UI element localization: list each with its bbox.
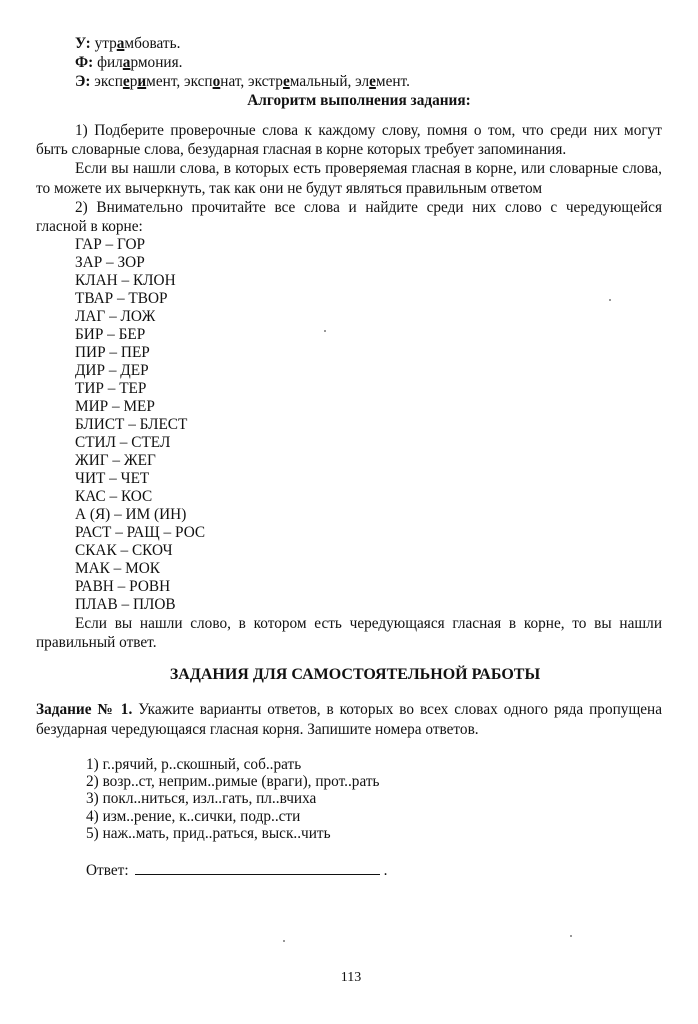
page-content bbox=[36, 34, 662, 880]
step-2: 2) Внимательно прочитайте все слова и найдите среди них слово с чередующейся гласной в корне: bbox=[36, 198, 662, 236]
task-options bbox=[36, 756, 662, 843]
example-words bbox=[95, 35, 181, 52]
example-words bbox=[94, 73, 410, 90]
answer-option: 3) покл..ниться, изл..гать, пл..вчиха bbox=[86, 790, 317, 808]
scan-speck bbox=[324, 330, 326, 332]
word-fragment: рмония. bbox=[130, 54, 183, 71]
step-1: 1) Подберите проверочные слова к каждому слову, помня о том, что среди них могут быть словарные слова, безударная гласная в корне которых требует запоминания. bbox=[36, 122, 662, 159]
root-alternation-list bbox=[36, 236, 662, 614]
answer-option: 1) г..рячий, р..скошный, соб..рать bbox=[86, 755, 302, 773]
word-fragment: нат, экстр bbox=[220, 73, 283, 90]
task-label: Задание № 1. bbox=[36, 700, 133, 718]
word-fragment: эксп bbox=[94, 73, 123, 90]
root-pair: СКАК – СКОЧ bbox=[75, 542, 173, 560]
word-fragment: мбовать. bbox=[124, 35, 181, 52]
underlined-vowel: и bbox=[137, 73, 147, 90]
algorithm-heading: Алгоритм выполнения задания: bbox=[247, 92, 471, 109]
scan-speck bbox=[570, 935, 572, 937]
root-pair: РАВН – РОВН bbox=[75, 578, 171, 596]
word-fragment: утр bbox=[94, 35, 117, 52]
letter-label: Ф: bbox=[75, 54, 94, 71]
root-pair: МАК – МОК bbox=[75, 560, 160, 578]
example-u bbox=[36, 34, 662, 53]
root-pair: ТВАР – ТВОР bbox=[75, 290, 168, 308]
root-pair: ЛАГ – ЛОЖ bbox=[75, 308, 156, 326]
root-pair: КЛАН – КЛОН bbox=[75, 272, 176, 290]
scan-speck bbox=[609, 299, 611, 301]
underlined-vowel: е bbox=[369, 73, 376, 90]
underlined-vowel: е bbox=[282, 73, 290, 90]
root-pair: ЧИТ – ЧЕТ bbox=[75, 470, 150, 488]
root-pair: ТИР – ТЕР bbox=[75, 380, 147, 398]
root-pair: ПЛАВ – ПЛОВ bbox=[75, 596, 176, 614]
root-pair: БИР – БЕР bbox=[75, 326, 146, 344]
root-pair: А (Я) – ИМ (ИН) bbox=[75, 506, 187, 524]
example-f bbox=[36, 53, 662, 72]
step-1-note: Если вы нашли слова, в которых есть проверяемая гласная в корне, или словарные слова, то можете их вычеркнуть, так как они не будут являться правильным ответом bbox=[36, 160, 662, 197]
root-pair: КАС – КОС bbox=[75, 488, 153, 506]
underlined-vowel: о bbox=[212, 73, 221, 90]
task-text: Укажите варианты ответов, в которых во всех словах одного ряда пропущена безударная чередующаяся гласная корня. Запишите номера ответов. bbox=[36, 700, 662, 738]
section-heading: ЗАДАНИЯ ДЛЯ САМОСТОЯТЕЛЬНОЙ РАБОТЫ bbox=[169, 665, 541, 683]
root-pair: ПИР – ПЕР bbox=[75, 344, 150, 362]
underlined-vowel: е bbox=[122, 73, 130, 90]
underlined-vowel: а bbox=[116, 35, 125, 52]
root-pair: ЖИГ – ЖЕГ bbox=[75, 452, 156, 470]
scan-speck bbox=[283, 940, 285, 942]
word-fragment: мент. bbox=[375, 73, 410, 90]
root-pair: СТИЛ – СТЕЛ bbox=[75, 434, 171, 452]
example-words bbox=[97, 54, 182, 71]
task-1 bbox=[36, 700, 662, 740]
answer-option: 4) изм..рение, к..сички, подр..сти bbox=[86, 807, 301, 825]
word-fragment: р bbox=[129, 73, 138, 90]
answer-option: 2) возр..ст, неприм..римые (враги), прот..рать bbox=[86, 773, 380, 791]
answer-row bbox=[36, 861, 662, 880]
root-pair: ГАР – ГОР bbox=[75, 236, 146, 254]
word-fragment: мент, эксп bbox=[146, 73, 213, 90]
answer-end: . bbox=[383, 861, 388, 879]
root-pair: ЗАР – ЗОР bbox=[75, 254, 145, 272]
page-number: 113 bbox=[340, 970, 362, 985]
underlined-vowel: а bbox=[122, 54, 131, 71]
word-fragment: фил bbox=[97, 54, 123, 71]
answer-input[interactable] bbox=[135, 862, 380, 875]
answer-option: 5) наж..мать, прид..раться, выск..чить bbox=[86, 825, 331, 843]
root-pair: МИР – МЕР bbox=[75, 398, 155, 416]
root-pair: ДИР – ДЕР bbox=[75, 362, 149, 380]
root-pair: РАСТ – РАЩ – РОС bbox=[75, 524, 206, 542]
letter-label: Э: bbox=[75, 73, 91, 90]
letter-label: У: bbox=[75, 35, 91, 52]
conclusion: Если вы нашли слово, в котором есть чередующаяся гласная в корне, то вы нашли правильный ответ. bbox=[36, 615, 662, 652]
example-e bbox=[36, 72, 662, 91]
root-pair: БЛИСТ – БЛЕСТ bbox=[75, 416, 188, 434]
answer-label: Ответ: bbox=[86, 861, 129, 879]
word-fragment: мальный, эл bbox=[289, 73, 370, 90]
